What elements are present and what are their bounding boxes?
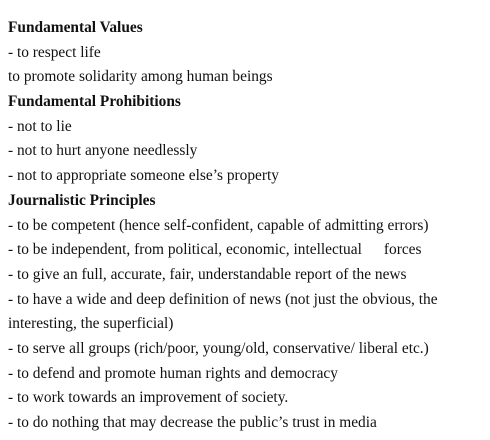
list-item: - to give an full, accurate, fair, understandable report of the news	[8, 265, 407, 283]
list-item: - to defend and promote human rights and democracy	[8, 364, 338, 382]
list-item-text: - to be independent, from political, economic, intellectual	[8, 241, 362, 259]
list-item: - to work towards an improvement of society.	[8, 389, 289, 407]
list-item: - to be competent (hence self-confident, capable of admitting errors)	[8, 216, 429, 234]
section-heading-journalistic-principles: Journalistic Principles	[8, 191, 156, 209]
list-item	[8, 238, 490, 263]
list-item: - to respect life	[8, 43, 101, 61]
section-heading-fundamental-values: Fundamental Values	[8, 19, 143, 36]
list-item: - to do nothing that may decrease the public’s trust in media	[8, 414, 377, 431]
list-item: - not to lie	[8, 117, 72, 135]
list-item: - to serve all groups (rich/poor, young/old, conservative/ liberal etc.)	[8, 339, 429, 357]
list-item: - not to hurt anyone needlessly	[8, 142, 198, 160]
list-item: to promote solidarity among human beings	[8, 68, 273, 86]
section-heading-fundamental-prohibitions: Fundamental Prohibitions	[8, 93, 181, 111]
list-item-text: forces	[383, 241, 422, 259]
list-item: - to have a wide and deep definition of news (not just the obvious, the	[8, 290, 438, 308]
list-item: - not to appropriate someone else’s property	[8, 167, 279, 185]
list-item-continuation: interesting, the superficial)	[8, 315, 174, 333]
